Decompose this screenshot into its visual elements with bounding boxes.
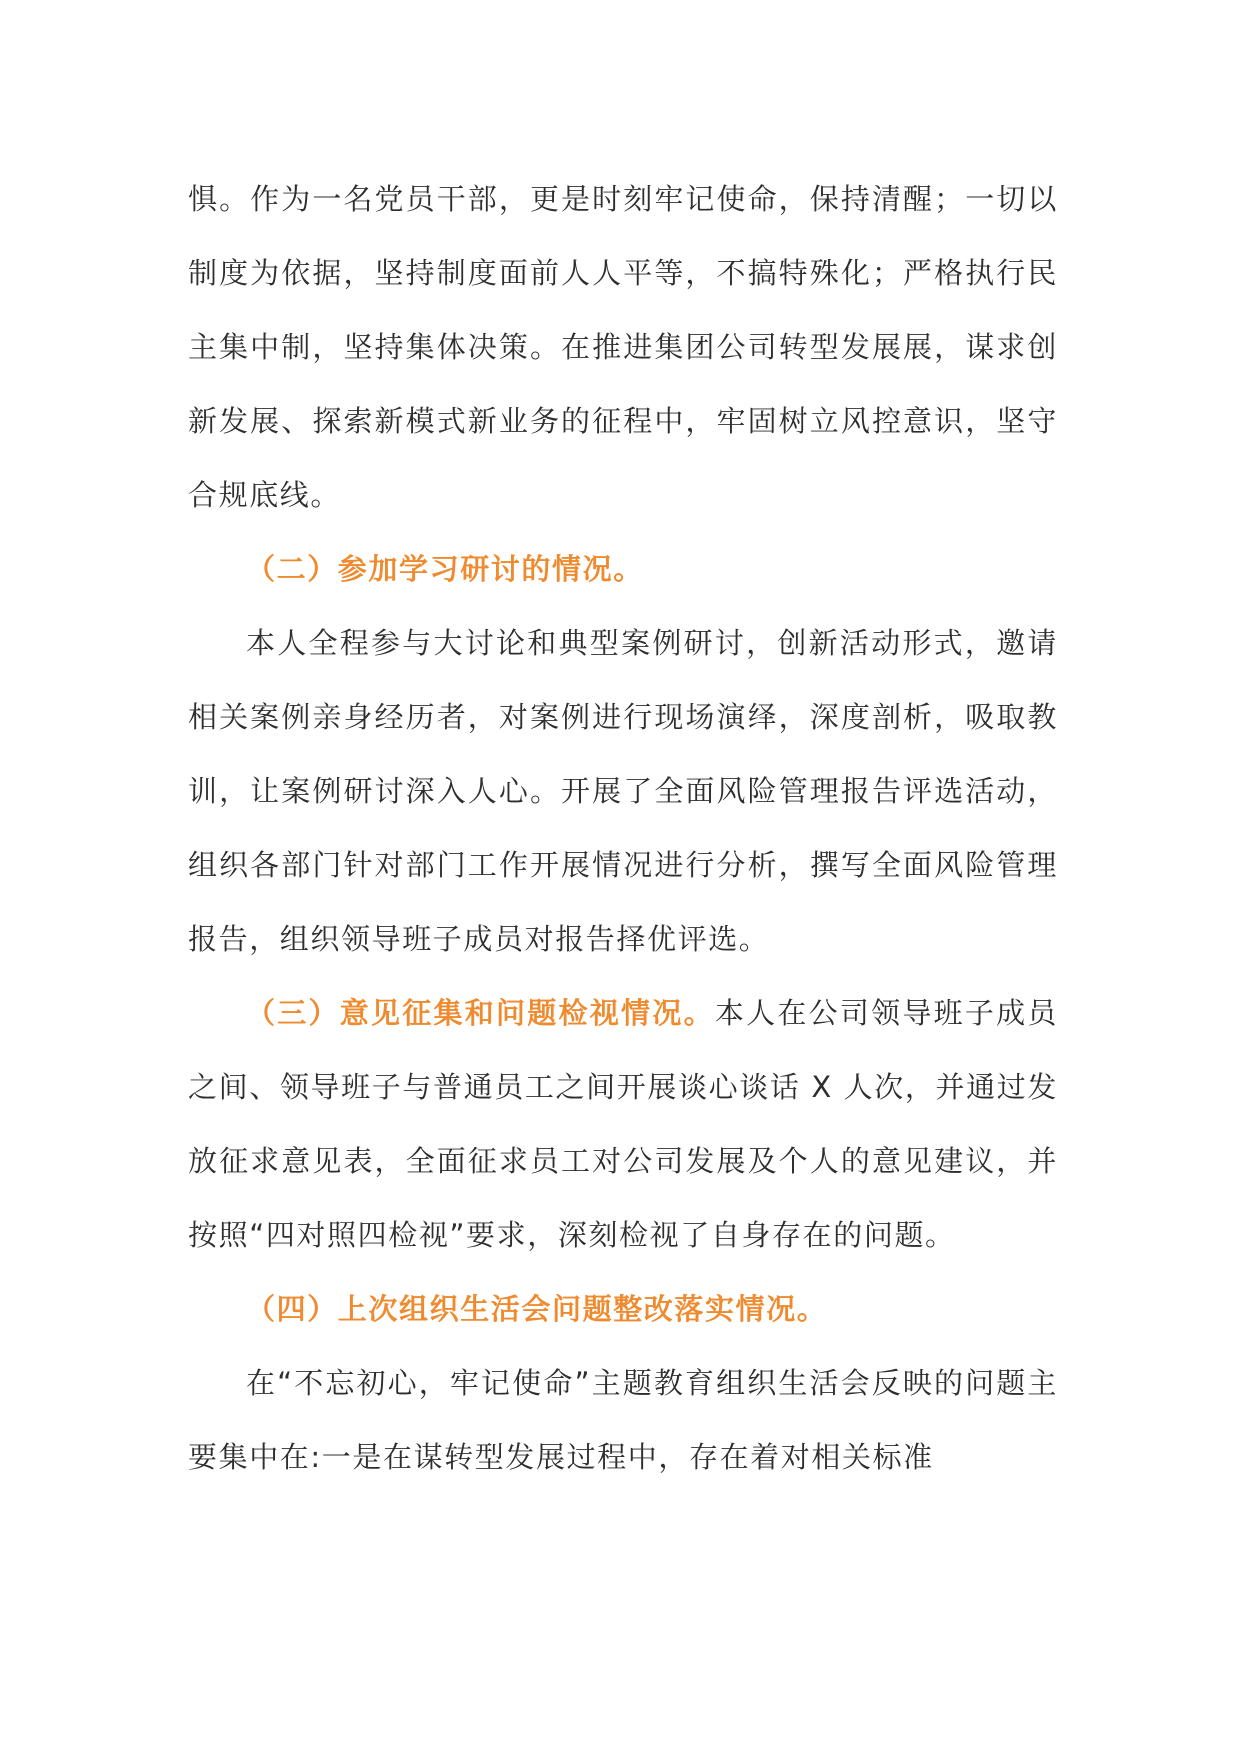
paragraph-text: 惧。作为一名党员干部，更是时刻牢记使命，保持清醒；一切以制度为依据，坚持制度面前人人平等，不搞特殊化；严格执行民主集中制，坚持集体决策。在推进集团公司转型发展展，谋求创新发展、探索新模式新业务的征程中，牢固树立风控意识，坚守合规底线。: [188, 182, 1058, 512]
paragraph-rectification: [188, 1346, 1058, 1494]
heading-text: （三）意见征集和问题检视情况。: [246, 996, 715, 1030]
paragraph-text: 本人全程参与大讨论和典型案例研讨，创新活动形式，邀请相关案例亲身经历者，对案例进行现场演绎，深度剖析，吸取教训，让案例研讨深入人心。开展了全面风险管理报告评选活动，组织各部门针对部门工作开展情况进行分析，撰写全面风险管理报告，组织领导班子成员对报告择优评选。: [188, 626, 1058, 956]
paragraph-study: [188, 606, 1058, 976]
paragraph-text: 本人在公司领导班子成员之间、领导班子与普通员工之间开展谈心谈话 X 人次，并通过发放征求意见表，全面征求员工对公司发展及个人的意见建议，并按照“四对照四检视”要求，深刻检视了自身存在的问题。: [188, 996, 1058, 1252]
paragraph-opinions: [188, 976, 1058, 1272]
section-heading-2: [188, 532, 1058, 606]
paragraph-continuation: [188, 162, 1058, 532]
section-heading-4: [188, 1272, 1058, 1346]
heading-text: （四）上次组织生活会问题整改落实情况。: [246, 1292, 828, 1326]
document-body: [188, 162, 1058, 1494]
heading-text: （二）参加学习研讨的情况。: [246, 552, 644, 586]
paragraph-text: 在“不忘初心，牢记使命”主题教育组织生活会反映的问题主要集中在:一是在谋转型发展过程中，存在着对相关标准: [188, 1366, 1058, 1474]
